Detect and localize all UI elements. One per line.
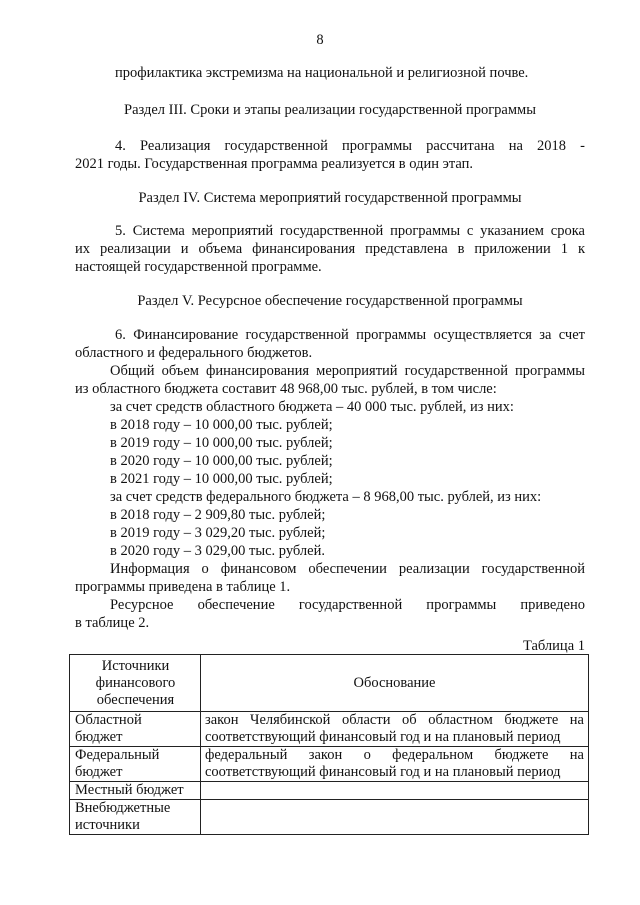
- paragraph-line: 4. Реализация государственной программы рассчитана на 2018 -: [115, 138, 585, 154]
- header-sources-cell: [70, 655, 201, 712]
- basis-text-line: федеральный закон о федеральном бюджете на: [205, 747, 584, 763]
- paragraph-line: программы приведена в таблице 1.: [75, 579, 291, 595]
- funding-year-line: в 2020 году – 10 000,00 тыс. рублей;: [110, 453, 333, 469]
- paragraph-line: областного и федерального бюджетов.: [75, 345, 313, 361]
- table-row: [70, 747, 589, 782]
- section-heading-5: Раздел V. Ресурсное обеспечение государственной программы: [137, 293, 523, 309]
- paragraph-line: Ресурсное обеспечение государственной программы приведено: [110, 597, 585, 613]
- funding-year-line: в 2019 году – 10 000,00 тыс. рублей;: [110, 435, 333, 451]
- paragraph-line: Общий объем финансирования мероприятий государственной программы: [110, 363, 585, 379]
- table-row: [70, 712, 589, 747]
- header-text-line: финансового: [95, 675, 176, 691]
- funding-year-line: в 2019 году – 3 029,20 тыс. рублей;: [110, 525, 326, 541]
- paragraph-line: за счет средств областного бюджета – 40 000 тыс. рублей, из них:: [110, 399, 514, 415]
- section-heading-3: Раздел III. Сроки и этапы реализации государственной программы: [124, 102, 536, 118]
- funding-year-line: в 2018 году – 2 909,80 тыс. рублей;: [110, 507, 326, 523]
- paragraph-line: 2021 годы. Государственная программа реализуется в один этап.: [75, 156, 473, 172]
- paragraph-line: в таблице 2.: [75, 615, 150, 631]
- source-text-line: Местный бюджет: [75, 782, 184, 798]
- source-text-line: Федеральный: [75, 747, 160, 763]
- source-text-line: бюджет: [75, 729, 123, 745]
- basis-cell: [201, 782, 589, 800]
- basis-text-line: закон Челябинской области об областном бюджете на: [205, 712, 584, 728]
- basis-cell: [201, 712, 589, 747]
- basis-text-line: соответствующий финансовый год и на плановый период: [205, 764, 561, 780]
- basis-cell: [201, 747, 589, 782]
- paragraph-line: Информация о финансовом обеспечении реализации государственной: [110, 561, 585, 577]
- page-number: 8: [316, 32, 324, 48]
- source-cell: [70, 747, 201, 782]
- paragraph-line: профилактика экстремизма на национальной и религиозной почве.: [115, 65, 529, 81]
- funding-sources-table: [69, 654, 589, 835]
- funding-year-line: в 2018 году – 10 000,00 тыс. рублей;: [110, 417, 333, 433]
- table-header-row: [70, 655, 589, 712]
- paragraph-line: их реализации и объема финансирования представлена в приложении 1 к: [75, 241, 585, 257]
- table-row: [70, 782, 589, 800]
- funding-year-line: в 2021 году – 10 000,00 тыс. рублей;: [110, 471, 333, 487]
- paragraph-line: 6. Финансирование государственной программы осуществляется за счет: [115, 327, 585, 343]
- funding-year-line: в 2020 году – 3 029,00 тыс. рублей.: [110, 543, 325, 559]
- source-cell: [70, 782, 201, 800]
- basis-cell: [201, 800, 589, 835]
- paragraph-line: из областного бюджета составит 48 968,00 тыс. рублей, в том числе:: [75, 381, 497, 397]
- source-cell: [70, 800, 201, 835]
- source-text-line: Внебюджетные: [75, 800, 171, 816]
- source-text-line: источники: [75, 817, 140, 833]
- header-text-line: Источники: [101, 658, 170, 674]
- source-cell: [70, 712, 201, 747]
- header-text-line: обеспечения: [96, 692, 175, 708]
- source-text-line: бюджет: [75, 764, 123, 780]
- table-caption: Таблица 1: [522, 638, 585, 654]
- basis-text-line: соответствующий финансовый год и на плановый период: [205, 729, 561, 745]
- source-text-line: Областной: [75, 712, 142, 728]
- section-heading-4: Раздел IV. Система мероприятий государственной программы: [138, 190, 522, 206]
- table-row: [70, 800, 589, 835]
- paragraph-line: за счет средств федерального бюджета – 8 968,00 тыс. рублей, из них:: [110, 489, 542, 505]
- header-basis-cell: Обоснование: [201, 655, 589, 712]
- paragraph-line: настоящей государственной программе.: [75, 259, 322, 275]
- paragraph-line: 5. Система мероприятий государственной программы с указанием срока: [115, 223, 585, 239]
